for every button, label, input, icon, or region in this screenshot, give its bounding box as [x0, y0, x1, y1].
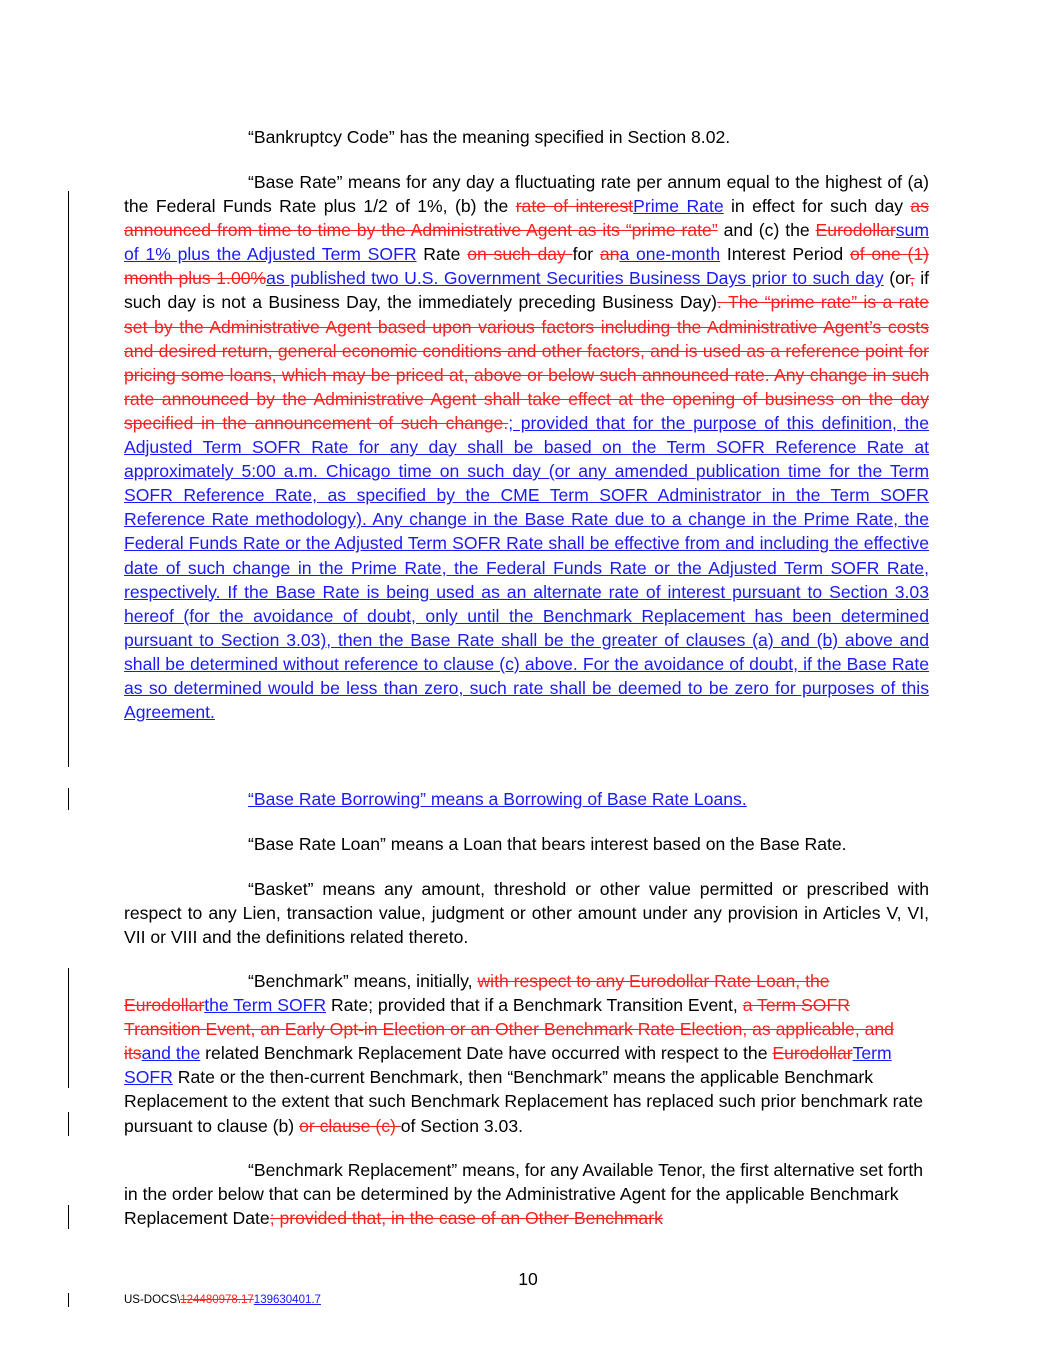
change-bar	[68, 191, 69, 767]
definition-text: “Base Rate” means for any day a fluctuating rate per annum equal to the highest of (a) the Federal Funds Rate plus 1/2 of 1%, (b) the	[124, 172, 929, 217]
inserted-doc-id: 139630401.7	[253, 1294, 321, 1306]
deleted-text: or clause (c)	[299, 1115, 401, 1136]
definition-base-rate	[124, 170, 929, 724]
deleted-text: rate of interest	[515, 196, 634, 217]
definition-text: “Basket” means any amount, threshold or other value permitted or prescribed with respect to any Lien, transaction value, judgment or other amount under any provision in Articles V, VI, VII or VIII and the definitions related thereto.	[124, 879, 929, 948]
inserted-text: the Term SOFR	[204, 995, 327, 1016]
deleted-text: Eurodollar	[772, 1043, 853, 1064]
deleted-text: with respect to any Eurodollar Rate Loan, the Eurodollar	[124, 971, 830, 1016]
definition-text: Rate or the then-current Benchmark, then “Benchmark” means the applicable Benchmark Replacement to the extent that such Benchmark Replacement has replaced such prior benchmark rate pursuant to clause (b)	[124, 1067, 923, 1136]
change-bar	[68, 968, 69, 1088]
deleted-text: as announced from time to time by the Administrative Agent as its “prime rate”	[124, 196, 929, 241]
definition-text: Rate; provided that if a Benchmark Transition Event,	[326, 995, 743, 1016]
inserted-text: and the	[141, 1043, 201, 1064]
deleted-text: ; provided that, in the case of an Other Benchmark	[269, 1208, 663, 1229]
definition-text: Interest Period	[720, 244, 850, 265]
change-bar	[68, 1112, 69, 1136]
inserted-text: ; provided that for the purpose of this definition, the Adjusted Term SOFR Rate for any day shall be based on the Term SOFR Reference Rate at approximately 5:00 a.m. Chicago time on such day (or any amended publication time for the Term SOFR Reference Rate, as specified by the CME Term SOFR Administrator in the Term SOFR Reference Rate methodology). Any change in the Base Rate due to a change in the Prime Rate, the Federal Funds Rate or the Adjusted Term SOFR Rate shall be effective from and including the effective date of such change in the Prime Rate, the Federal Funds Rate or the Adjusted Term SOFR Rate, respectively. If the Base Rate is being used as an alternate rate of interest pursuant to Section 3.03 hereof (for the avoidance of doubt, only until the Benchmark Replacement has been determined pursuant to Section 3.03), then the Base Rate shall be the greater of clauses (a) and (b) above and shall be determined without reference to clause (c) above. For the avoidance of doubt, if the Base Rate as so determined would be less than zero, such rate shall be deemed to be zero for purposes of this Agreement.	[124, 412, 929, 723]
definition-benchmark-replacement	[124, 1158, 929, 1230]
inserted-text: “Base Rate Borrowing” means a Borrowing of Base Rate Loans.	[248, 789, 747, 809]
inserted-text: Term SOFR	[124, 1043, 892, 1088]
definition-basket	[124, 877, 929, 949]
deleted-text: a Term SOFR Transition Event, an Early Opt-in Election or an Other Benchmark Rate Election, as applicable, and its	[124, 995, 894, 1064]
deleted-doc-id: 124480978.17	[180, 1294, 254, 1306]
definition-text: “Base Rate Loan” means a Loan that bears interest based on the Base Rate.	[248, 834, 847, 854]
deleted-text: . The “prime rate” is a rate set by the Administrative Agent based upon various factors including the Administrative Agent’s costs and desired return, general economic conditions and other factors, and is used as a reference point for pricing some loans, which may be priced at, above or below such announced rate. Any change in such rate announced by the Administrative Agent shall take effect at the opening of business on the day specified in the announcement of such change.	[124, 292, 929, 433]
definition-text: and (c) the	[717, 220, 816, 241]
inserted-text: Prime Rate	[633, 196, 724, 217]
deleted-text: of one (1) month plus 1.00%	[124, 244, 929, 289]
change-bar	[68, 1293, 69, 1307]
change-bar	[68, 1205, 69, 1229]
definition-text: if such day is not a Business Day, the immediately preceding Business Day)	[124, 268, 930, 313]
page-number: 10	[518, 1269, 538, 1289]
definition-text: in effect for such day	[723, 196, 911, 217]
definition-text: “Bankruptcy Code” has the meaning specified in Section 8.02.	[248, 127, 731, 147]
definition-text: of Section 3.03.	[400, 1115, 524, 1136]
deleted-text: Eurodollar	[815, 220, 896, 241]
inserted-text: as published two U.S. Government Securities Business Days prior to such day	[266, 268, 884, 289]
inserted-text: a one-month	[619, 244, 721, 265]
deleted-text: an	[599, 244, 620, 265]
definition-base-rate-borrowing	[124, 787, 929, 811]
change-bar	[68, 788, 69, 810]
definition-text: “Benchmark Replacement” means, for any Available Tenor, the first alternative set forth in the order below that can be determined by the Administrative Agent for the applicable Benchmark Replacement Date	[124, 1160, 924, 1229]
footer-prefix: US-DOCS\	[124, 1294, 181, 1306]
definition-text: related Benchmark Replacement Date have occurred with respect to the	[200, 1043, 773, 1064]
deleted-text: ,	[909, 268, 915, 289]
deleted-text: on such day	[467, 244, 573, 265]
definition-text: for	[572, 244, 600, 265]
definition-text: (or	[883, 268, 910, 289]
definition-bankruptcy-code	[124, 125, 929, 149]
definition-benchmark	[124, 969, 929, 1138]
definition-text: “Benchmark” means, initially,	[248, 971, 478, 991]
document-id-footer	[124, 1294, 321, 1306]
inserted-text: sum of 1% plus the Adjusted Term SOFR	[124, 220, 929, 265]
definition-base-rate-loan	[124, 832, 929, 856]
definition-text: Rate	[416, 244, 468, 265]
